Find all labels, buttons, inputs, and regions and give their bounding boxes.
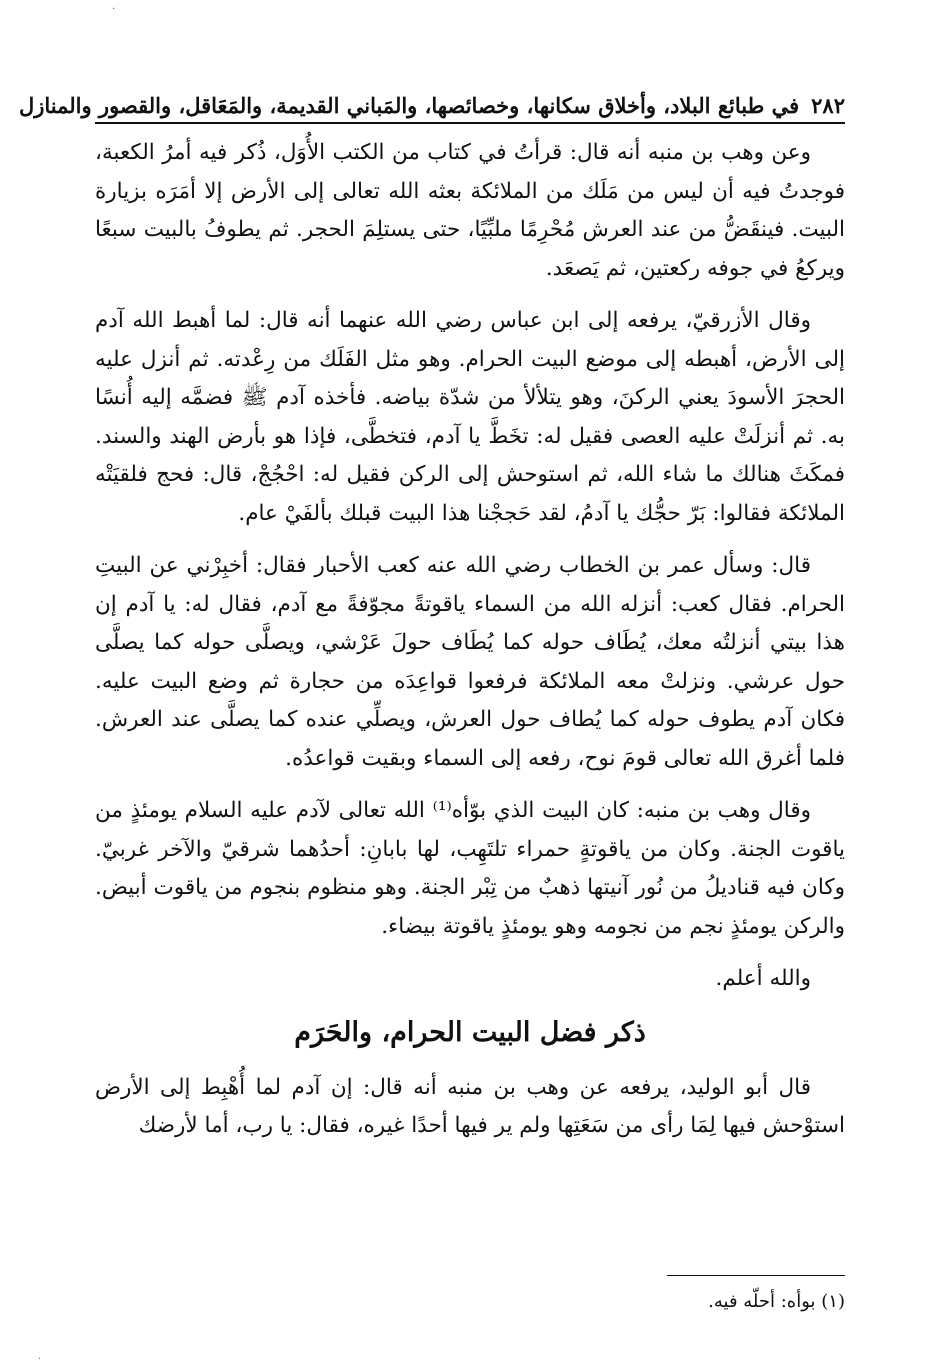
running-header <box>18 78 845 118</box>
scan-speck: · <box>112 4 116 15</box>
scan-speck: · <box>38 1354 42 1365</box>
paragraph-wahb: وعن وهب بن منبه أنه قال: قرأتُ في كتاب من الكتب الأُوَل، ذُكر فيه أمرُ الكعبة، فوجدتُ فيه أن ليس من مَلَك من الملائكة بعثه الله تعالى إلى الأرض إلا أمَرَه بزيارة البيت. فينقَضُّ من عند العرش مُحْرِمًا ملبِّيًا، حتى يستلِمَ الحجر. ثم يطوفُ بالبيت سبعًا ويركعُ في جوفه ركعتين، ثم يَصعَد. <box>95 140 845 281</box>
paragraph-wahb-2: وقال وهب بن منبه: كان البيت الذي بوّأه⁽¹⁾ الله تعالى لآدم عليه السلام يومئذٍ من ياقوت الجنة. وكان من ياقوتةٍ حمراء تلتَهِب، لها بابانِ: أحدُهما شرقيّ والآخر غربيّ. وكان فيه قناديلُ من نُور آنيتها ذهبٌ من تِبْر الجنة. وهو منظوم بنجوم من ياقوت أبيض. والركن يومئذٍ نجم من نجومه وهو يومئذٍ ياقوتة بيضاء. <box>95 798 845 939</box>
running-title: في طبائع البلاد، وأخلاق سكانها، وخصائصها، والمَباني القديمة، والمَعَاقل، والقصور والمنازل <box>18 93 800 118</box>
section-heading: ذكر فضل البيت الحرام، والحَرَم <box>294 1016 646 1048</box>
section-paragraph: قال أبو الوليد، يرفعه عن وهب بن منبه أنه قال: إن آدم لما أُهْبِط إلى الأرض استوْحش فيها لِمَا رأى من سَعَتِها ولم ير فيها أحدًا غيره، فقال: يا رب، أما لأرضك <box>95 1074 845 1138</box>
header-rule <box>95 122 845 124</box>
footnote-rule <box>667 1275 845 1276</box>
closing-line: والله أعلم. <box>715 966 811 991</box>
page-number: ٢٨٢ <box>811 93 845 118</box>
main-text <box>95 134 845 1160</box>
footnote: (١) بوأه: أحلّه فيه. <box>708 1291 845 1312</box>
paragraph-umar-kaab: قال: وسأل عمر بن الخطاب رضي الله عنه كعب الأحبار فقال: أخبِرْني عن البيتِ الحرام. فقال كعب: أنزله الله من السماء ياقوتةً مجوّفةً مع آدم، فقال له: يا آدم إن هذا بيتي أنزلتُه معك، يُطَاف حوله كما يُطَاف حولَ عَرْشي، ويصلَّى حوله كما يصلَّى حول عرشي. ونزلتْ معه الملائكة فرفعوا قواعِدَه من حجارة ثم وضع البيت عليه. فكان آدم يطوف حوله كما يُطاف حول العرش، ويصلِّي عنده كما يصلَّى عند العرش. فلما أغرق الله تعالى قومَ نوح، رفعه إلى السماء وبقيت قواعدُه. <box>95 553 845 771</box>
paragraph-azraqi: وقال الأزرقيّ، يرفعه إلى ابن عباس رضي الله عنهما أنه قال: لما أهبط الله آدم إلى الأرض، أهبطه إلى موضع البيت الحرام. وهو مثل الفَلَك من رِعْدته. ثم أنزل عليه الحجرَ الأسودَ يعني الركنَ، وهو يتلألأ من شدّة بياضه. فأخذه آدم ﷺ فضمَّه إليه أُنسًا به. ثم أنزلَتْ عليه العصى فقيل له: تخَطَّ يا آدم، فتخطَّى، فإذا هو بأرض الهند والسند. فمكَثَ هنالك ما شاء الله، ثم استوحش إلى الركن فقيل له: احْجُجْ، قال: فحج فلقيَتْه الملائكة فقالوا: بَرّ حجُّك يا آدمُ، لقد حَججْنا هذا البيت قبلك بألفَيْ عام. <box>95 308 845 526</box>
